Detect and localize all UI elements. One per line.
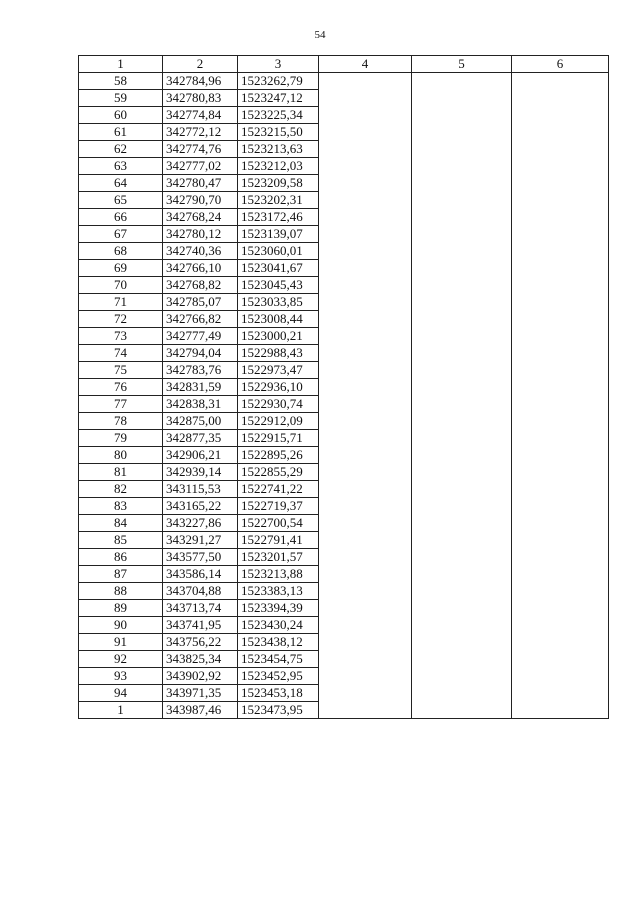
- y-coordinate-cell: 1523473,95: [238, 702, 319, 719]
- x-coordinate-cell: 342939,14: [163, 464, 238, 481]
- point-number-cell: 70: [79, 277, 163, 294]
- empty-cell: [319, 651, 412, 668]
- x-coordinate-cell: 342877,35: [163, 430, 238, 447]
- y-coordinate-cell: 1523139,07: [238, 226, 319, 243]
- table-row: [79, 396, 609, 413]
- y-coordinate-cell: 1523000,21: [238, 328, 319, 345]
- point-number-cell: 62: [79, 141, 163, 158]
- empty-cell: [512, 311, 609, 328]
- y-coordinate-cell: 1523008,44: [238, 311, 319, 328]
- table-row: [79, 260, 609, 277]
- point-number-cell: 87: [79, 566, 163, 583]
- empty-cell: [412, 600, 512, 617]
- table-row: [79, 668, 609, 685]
- empty-cell: [319, 260, 412, 277]
- empty-cell: [512, 583, 609, 600]
- empty-cell: [512, 685, 609, 702]
- point-number-cell: 64: [79, 175, 163, 192]
- point-number-cell: 89: [79, 600, 163, 617]
- empty-cell: [412, 124, 512, 141]
- page-number: 54: [314, 29, 326, 41]
- point-number-cell: 60: [79, 107, 163, 124]
- y-coordinate-cell: 1523247,12: [238, 90, 319, 107]
- table-row: [79, 515, 609, 532]
- empty-cell: [412, 379, 512, 396]
- empty-cell: [412, 158, 512, 175]
- point-number-cell: 76: [79, 379, 163, 396]
- table-row: [79, 583, 609, 600]
- y-coordinate-cell: 1522912,09: [238, 413, 319, 430]
- empty-cell: [412, 396, 512, 413]
- empty-cell: [412, 515, 512, 532]
- x-coordinate-cell: 343227,86: [163, 515, 238, 532]
- table-row: [79, 175, 609, 192]
- x-coordinate-cell: 343741,95: [163, 617, 238, 634]
- table-row: [79, 634, 609, 651]
- table-row: [79, 124, 609, 141]
- empty-cell: [412, 209, 512, 226]
- table-row: [79, 481, 609, 498]
- table-row: [79, 617, 609, 634]
- empty-cell: [412, 651, 512, 668]
- empty-cell: [412, 107, 512, 124]
- y-coordinate-cell: 1523201,57: [238, 549, 319, 566]
- empty-cell: [319, 532, 412, 549]
- x-coordinate-cell: 342783,76: [163, 362, 238, 379]
- point-number-cell: 63: [79, 158, 163, 175]
- empty-cell: [512, 549, 609, 566]
- empty-cell: [512, 90, 609, 107]
- coordinates-table: [78, 55, 609, 719]
- x-coordinate-cell: 342774,76: [163, 141, 238, 158]
- point-number-cell: 61: [79, 124, 163, 141]
- empty-cell: [412, 549, 512, 566]
- empty-cell: [319, 175, 412, 192]
- table-row: [79, 158, 609, 175]
- table-row: [79, 243, 609, 260]
- empty-cell: [319, 481, 412, 498]
- empty-cell: [412, 243, 512, 260]
- table-row: [79, 294, 609, 311]
- empty-cell: [319, 243, 412, 260]
- x-coordinate-cell: 342777,49: [163, 328, 238, 345]
- empty-cell: [512, 668, 609, 685]
- empty-cell: [412, 311, 512, 328]
- point-number-cell: 81: [79, 464, 163, 481]
- x-coordinate-cell: 343586,14: [163, 566, 238, 583]
- y-coordinate-cell: 1523213,88: [238, 566, 319, 583]
- empty-cell: [319, 328, 412, 345]
- empty-cell: [412, 481, 512, 498]
- empty-cell: [319, 158, 412, 175]
- x-coordinate-cell: 343987,46: [163, 702, 238, 719]
- empty-cell: [319, 362, 412, 379]
- empty-cell: [319, 379, 412, 396]
- table-row: [79, 107, 609, 124]
- x-coordinate-cell: 342906,21: [163, 447, 238, 464]
- empty-cell: [412, 634, 512, 651]
- y-coordinate-cell: 1523225,34: [238, 107, 319, 124]
- empty-cell: [319, 311, 412, 328]
- empty-cell: [512, 277, 609, 294]
- x-coordinate-cell: 343902,92: [163, 668, 238, 685]
- table-row: [79, 328, 609, 345]
- y-coordinate-cell: 1523453,18: [238, 685, 319, 702]
- empty-cell: [319, 498, 412, 515]
- empty-cell: [319, 617, 412, 634]
- y-coordinate-cell: 1522936,10: [238, 379, 319, 396]
- empty-cell: [512, 447, 609, 464]
- point-number-cell: 73: [79, 328, 163, 345]
- table-row: [79, 362, 609, 379]
- x-coordinate-cell: 342740,36: [163, 243, 238, 260]
- empty-cell: [319, 413, 412, 430]
- y-coordinate-cell: 1523202,31: [238, 192, 319, 209]
- point-number-cell: 66: [79, 209, 163, 226]
- point-number-cell: 67: [79, 226, 163, 243]
- table-row: [79, 226, 609, 243]
- empty-cell: [319, 294, 412, 311]
- y-coordinate-cell: 1523438,12: [238, 634, 319, 651]
- empty-cell: [412, 90, 512, 107]
- header-row: [79, 56, 609, 73]
- point-number-cell: 1: [79, 702, 163, 719]
- point-number-cell: 94: [79, 685, 163, 702]
- point-number-cell: 80: [79, 447, 163, 464]
- x-coordinate-cell: 343825,34: [163, 651, 238, 668]
- table-row: [79, 413, 609, 430]
- table-row: [79, 566, 609, 583]
- y-coordinate-cell: 1523212,03: [238, 158, 319, 175]
- empty-cell: [512, 328, 609, 345]
- empty-cell: [512, 192, 609, 209]
- point-number-cell: 82: [79, 481, 163, 498]
- x-coordinate-cell: 342766,82: [163, 311, 238, 328]
- point-number-cell: 75: [79, 362, 163, 379]
- empty-cell: [512, 498, 609, 515]
- point-number-cell: 71: [79, 294, 163, 311]
- point-number-cell: 92: [79, 651, 163, 668]
- empty-cell: [512, 73, 609, 90]
- x-coordinate-cell: 343756,22: [163, 634, 238, 651]
- empty-cell: [412, 362, 512, 379]
- x-coordinate-cell: 342794,04: [163, 345, 238, 362]
- point-number-cell: 83: [79, 498, 163, 515]
- y-coordinate-cell: 1522915,71: [238, 430, 319, 447]
- x-coordinate-cell: 342780,47: [163, 175, 238, 192]
- empty-cell: [512, 481, 609, 498]
- empty-cell: [319, 277, 412, 294]
- empty-cell: [319, 566, 412, 583]
- column-header-3: 3: [238, 56, 319, 73]
- empty-cell: [319, 583, 412, 600]
- empty-cell: [412, 192, 512, 209]
- empty-cell: [412, 430, 512, 447]
- x-coordinate-cell: 343713,74: [163, 600, 238, 617]
- table-row: [79, 651, 609, 668]
- y-coordinate-cell: 1522930,74: [238, 396, 319, 413]
- empty-cell: [512, 413, 609, 430]
- point-number-cell: 58: [79, 73, 163, 90]
- empty-cell: [512, 651, 609, 668]
- table-row: [79, 702, 609, 719]
- empty-cell: [412, 566, 512, 583]
- empty-cell: [412, 413, 512, 430]
- empty-cell: [319, 447, 412, 464]
- y-coordinate-cell: 1523454,75: [238, 651, 319, 668]
- empty-cell: [412, 226, 512, 243]
- empty-cell: [512, 260, 609, 277]
- table-row: [79, 447, 609, 464]
- empty-cell: [319, 600, 412, 617]
- empty-cell: [412, 617, 512, 634]
- point-number-cell: 59: [79, 90, 163, 107]
- y-coordinate-cell: 1522719,37: [238, 498, 319, 515]
- empty-cell: [412, 583, 512, 600]
- point-number-cell: 84: [79, 515, 163, 532]
- empty-cell: [319, 192, 412, 209]
- point-number-cell: 78: [79, 413, 163, 430]
- table-row: [79, 532, 609, 549]
- point-number-cell: 86: [79, 549, 163, 566]
- empty-cell: [512, 617, 609, 634]
- x-coordinate-cell: 343577,50: [163, 549, 238, 566]
- empty-cell: [319, 549, 412, 566]
- x-coordinate-cell: 343165,22: [163, 498, 238, 515]
- empty-cell: [512, 515, 609, 532]
- empty-cell: [319, 209, 412, 226]
- table-row: [79, 192, 609, 209]
- empty-cell: [412, 532, 512, 549]
- empty-cell: [512, 532, 609, 549]
- empty-cell: [512, 209, 609, 226]
- y-coordinate-cell: 1522988,43: [238, 345, 319, 362]
- y-coordinate-cell: 1523383,13: [238, 583, 319, 600]
- empty-cell: [412, 294, 512, 311]
- point-number-cell: 90: [79, 617, 163, 634]
- table-row: [79, 90, 609, 107]
- x-coordinate-cell: 342774,84: [163, 107, 238, 124]
- y-coordinate-cell: 1523213,63: [238, 141, 319, 158]
- table-row: [79, 311, 609, 328]
- empty-cell: [512, 124, 609, 141]
- y-coordinate-cell: 1523033,85: [238, 294, 319, 311]
- empty-cell: [319, 141, 412, 158]
- table-row: [79, 73, 609, 90]
- x-coordinate-cell: 342768,82: [163, 277, 238, 294]
- x-coordinate-cell: 343291,27: [163, 532, 238, 549]
- empty-cell: [319, 634, 412, 651]
- point-number-cell: 79: [79, 430, 163, 447]
- x-coordinate-cell: 342838,31: [163, 396, 238, 413]
- empty-cell: [319, 345, 412, 362]
- empty-cell: [512, 634, 609, 651]
- empty-cell: [319, 396, 412, 413]
- y-coordinate-cell: 1523209,58: [238, 175, 319, 192]
- table-row: [79, 379, 609, 396]
- column-header-1: 1: [79, 56, 163, 73]
- y-coordinate-cell: 1523045,43: [238, 277, 319, 294]
- empty-cell: [319, 668, 412, 685]
- y-coordinate-cell: 1523262,79: [238, 73, 319, 90]
- empty-cell: [412, 498, 512, 515]
- empty-cell: [319, 90, 412, 107]
- point-number-cell: 93: [79, 668, 163, 685]
- point-number-cell: 74: [79, 345, 163, 362]
- empty-cell: [319, 464, 412, 481]
- empty-cell: [412, 73, 512, 90]
- point-number-cell: 91: [79, 634, 163, 651]
- empty-cell: [512, 226, 609, 243]
- point-number-cell: 77: [79, 396, 163, 413]
- y-coordinate-cell: 1522791,41: [238, 532, 319, 549]
- column-header-5: 5: [412, 56, 512, 73]
- y-coordinate-cell: 1522973,47: [238, 362, 319, 379]
- empty-cell: [319, 430, 412, 447]
- empty-cell: [319, 107, 412, 124]
- table-row: [79, 277, 609, 294]
- column-header-4: 4: [319, 56, 412, 73]
- empty-cell: [319, 226, 412, 243]
- empty-cell: [512, 430, 609, 447]
- empty-cell: [412, 277, 512, 294]
- table-row: [79, 685, 609, 702]
- empty-cell: [319, 702, 412, 719]
- empty-cell: [512, 243, 609, 260]
- column-header-2: 2: [163, 56, 238, 73]
- empty-cell: [512, 600, 609, 617]
- y-coordinate-cell: 1522895,26: [238, 447, 319, 464]
- empty-cell: [412, 702, 512, 719]
- empty-cell: [319, 685, 412, 702]
- empty-cell: [412, 345, 512, 362]
- x-coordinate-cell: 342766,10: [163, 260, 238, 277]
- table-row: [79, 209, 609, 226]
- empty-cell: [512, 702, 609, 719]
- empty-cell: [512, 158, 609, 175]
- empty-cell: [412, 464, 512, 481]
- empty-cell: [512, 294, 609, 311]
- empty-cell: [512, 396, 609, 413]
- empty-cell: [319, 515, 412, 532]
- table-row: [79, 464, 609, 481]
- empty-cell: [512, 175, 609, 192]
- y-coordinate-cell: 1523172,46: [238, 209, 319, 226]
- x-coordinate-cell: 342780,83: [163, 90, 238, 107]
- x-coordinate-cell: 342780,12: [163, 226, 238, 243]
- x-coordinate-cell: 343115,53: [163, 481, 238, 498]
- y-coordinate-cell: 1523430,24: [238, 617, 319, 634]
- table-row: [79, 345, 609, 362]
- point-number-cell: 85: [79, 532, 163, 549]
- x-coordinate-cell: 342772,12: [163, 124, 238, 141]
- empty-cell: [412, 685, 512, 702]
- empty-cell: [412, 141, 512, 158]
- y-coordinate-cell: 1523215,50: [238, 124, 319, 141]
- empty-cell: [512, 141, 609, 158]
- empty-cell: [319, 124, 412, 141]
- y-coordinate-cell: 1523041,67: [238, 260, 319, 277]
- empty-cell: [512, 464, 609, 481]
- x-coordinate-cell: 342768,24: [163, 209, 238, 226]
- x-coordinate-cell: 342784,96: [163, 73, 238, 90]
- x-coordinate-cell: 342777,02: [163, 158, 238, 175]
- empty-cell: [412, 328, 512, 345]
- table-row: [79, 549, 609, 566]
- column-header-6: 6: [512, 56, 609, 73]
- empty-cell: [512, 362, 609, 379]
- point-number-cell: 72: [79, 311, 163, 328]
- empty-cell: [412, 175, 512, 192]
- x-coordinate-cell: 342785,07: [163, 294, 238, 311]
- table-row: [79, 141, 609, 158]
- point-number-cell: 88: [79, 583, 163, 600]
- empty-cell: [412, 260, 512, 277]
- x-coordinate-cell: 343971,35: [163, 685, 238, 702]
- empty-cell: [512, 566, 609, 583]
- empty-cell: [412, 668, 512, 685]
- table-body: [79, 73, 609, 719]
- x-coordinate-cell: 342790,70: [163, 192, 238, 209]
- point-number-cell: 65: [79, 192, 163, 209]
- empty-cell: [512, 345, 609, 362]
- point-number-cell: 69: [79, 260, 163, 277]
- empty-cell: [512, 107, 609, 124]
- y-coordinate-cell: 1522741,22: [238, 481, 319, 498]
- y-coordinate-cell: 1522855,29: [238, 464, 319, 481]
- x-coordinate-cell: 343704,88: [163, 583, 238, 600]
- y-coordinate-cell: 1522700,54: [238, 515, 319, 532]
- table-row: [79, 498, 609, 515]
- y-coordinate-cell: 1523452,95: [238, 668, 319, 685]
- y-coordinate-cell: 1523060,01: [238, 243, 319, 260]
- point-number-cell: 68: [79, 243, 163, 260]
- empty-cell: [412, 447, 512, 464]
- x-coordinate-cell: 342831,59: [163, 379, 238, 396]
- empty-cell: [512, 379, 609, 396]
- y-coordinate-cell: 1523394,39: [238, 600, 319, 617]
- table-row: [79, 430, 609, 447]
- empty-cell: [319, 73, 412, 90]
- table-row: [79, 600, 609, 617]
- x-coordinate-cell: 342875,00: [163, 413, 238, 430]
